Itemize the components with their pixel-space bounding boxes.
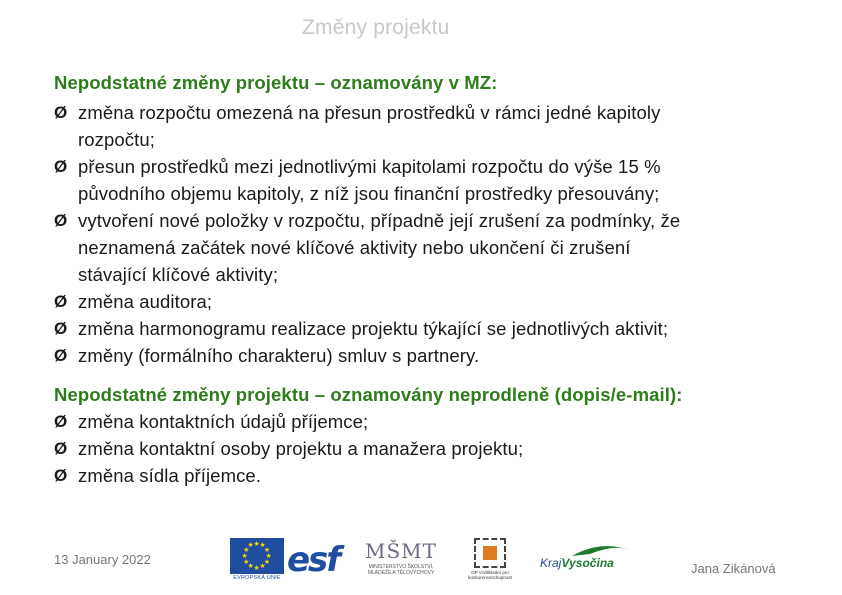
list-item [54,462,523,489]
arrow-bullet-icon: Ø [54,412,68,431]
arrow-bullet-icon: Ø [54,466,68,485]
arrow-bullet-icon: Ø [54,346,68,365]
list-item [54,207,680,288]
msmt-logo-icon [360,538,442,582]
eu-flag-icon: ★ ★ ★ ★ ★ ★ ★ ★ ★ ★ ★ ★ EVROPSKÁ UNIE [230,538,284,582]
list-item-line: původního objemu kapitoly, z níž jsou finanční prostředky přesouvány; [78,183,660,204]
op-caption: OP Vzdělávání pro konkurenceschopnost [468,570,512,580]
footer-date: 13 January 2022 [54,552,151,567]
section-heading-mz: Nepodstatné změny projektu – oznamovány v MZ: [54,72,498,93]
list-item [54,315,680,342]
arrow-bullet-icon: Ø [54,292,68,311]
arrow-bullet-icon: Ø [54,211,68,230]
esf-text: esf [287,540,340,580]
section-heading-prompt: Nepodstatné změny projektu – oznamovány neprodleně (dopis/e-mail): [54,384,683,405]
list-item [54,153,680,207]
list-item-line: přesun prostředků mezi jednotlivými kapitolami rozpočtu do výše 15 % [78,156,661,177]
list-item [54,288,680,315]
list-item-line: změna kontaktní osoby projektu a manažera projektu; [78,438,524,459]
list-item [54,435,523,462]
arrow-bullet-icon: Ø [54,319,68,338]
arrow-bullet-icon: Ø [54,439,68,458]
arrow-bullet-icon: Ø [54,157,68,176]
kraj-vysocina-logo-icon [540,542,630,578]
list-item-line: změny (formálního charakteru) smluv s partnery. [78,345,480,366]
slide-title: Změny projektu [302,16,450,39]
list-item [54,342,680,369]
list-item-line: změna auditora; [78,291,213,312]
list-item-line: změna rozpočtu omezená na přesun prostředků v rámci jedné kapitoly [78,102,661,123]
msmt-caption: MINISTERSTVO ŠKOLSTVÍ, MLÁDEŽE A TĚLOVÝCHOVY [367,564,435,576]
footer-author: Jana Zikánová [691,561,776,576]
op-vk-logo-icon [462,538,518,582]
msmt-mark: MŠMT [365,539,437,563]
list-item-line: neznamená začátek nové klíčové aktivity nebo ukončení či zrušení [78,237,631,258]
list-item-line: změna sídla příjemce. [78,465,262,486]
list-item-line: změna harmonogramu realizace projektu týkající se jednotlivých aktivit; [78,318,669,339]
bullet-list-mz [54,99,680,369]
list-item-line: stávající klíčové aktivity; [78,264,279,285]
list-item [54,99,680,153]
kraj-text-a: Kraj [540,556,562,570]
esf-logo-icon [287,538,340,582]
eu-caption: EVROPSKÁ UNIE [233,575,281,581]
arrow-bullet-icon: Ø [54,103,68,122]
list-item-line: vytvoření nové položky v rozpočtu, případně její zrušení za podmínky, že [78,210,681,231]
kraj-text-b: Vysočina [561,556,614,570]
bullet-list-prompt [54,408,523,489]
list-item-line: rozpočtu; [78,129,155,150]
list-item-line: změna kontaktních údajů příjemce; [78,411,369,432]
list-item [54,408,523,435]
